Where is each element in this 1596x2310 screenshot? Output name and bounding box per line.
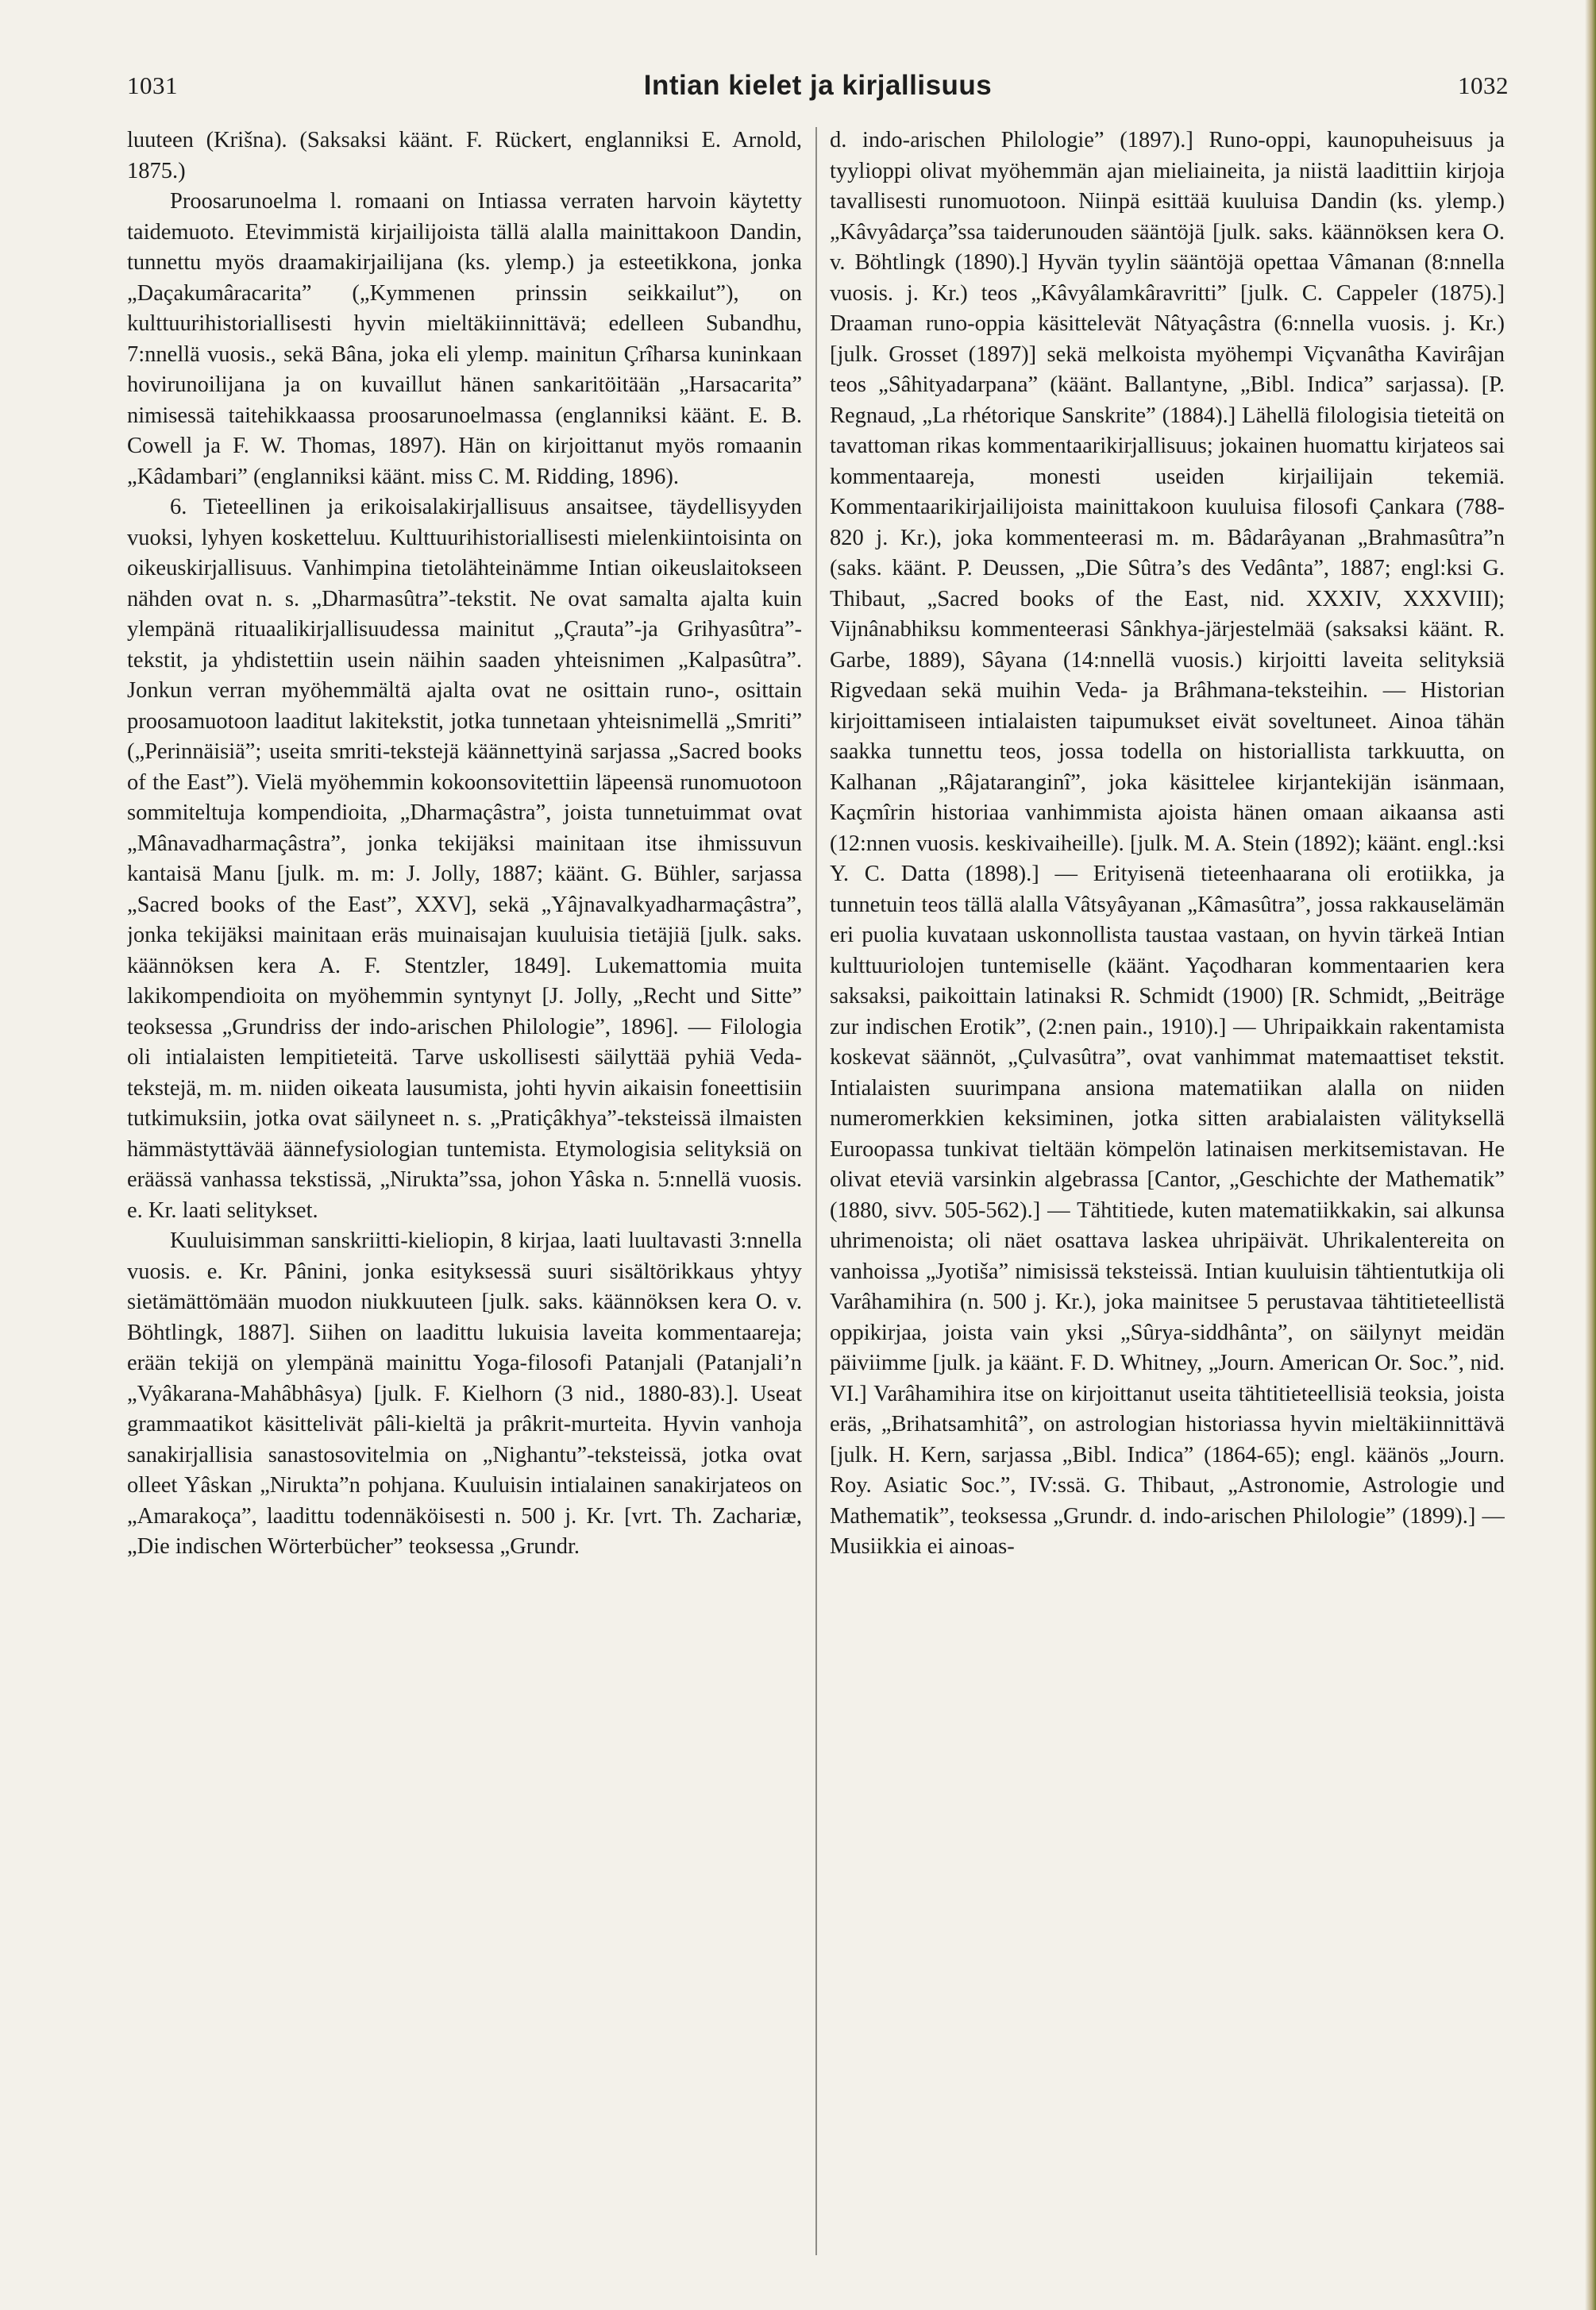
- paragraph: luuteen (Krišna). (Saksaksi käänt. F. Rückert, englanniksi E. Arnold, 1875.): [127, 128, 802, 183]
- paragraph: d. indo-arischen Philologie” (1897).] Runo-oppi, kaunopuheisuus ja tyylioppi olivat myöhemmän ajan mieliaineita, ja niistä laadittiin kirjoja tavallisesti runomuotoon. Niinpä esittää kuuluisa Dandin (ks. ylemp.) „Kâvyâdarça”ssa taiderunouden sääntöjä [julk. saks. käännöksen kera O. v. Böhtlingk (1890).] Hyvän tyylin sääntöjä opettaa Vâmanan (8:nnella vuosis. j. Kr.) teos „Kâvyâlamkâravritti” [julk. C. Cappeler (1875).] Draaman runo-oppia käsittelevät Nâtyaçâstra (6:nnella vuosis. j. Kr.) [julk. Grosset (1897)] sekä melkoista myöhempi Viçvanâtha Kavirâjan teos „Sâhityadarpana” (käänt. Ballantyne, „Bibl. Indica” sarjassa). [P. Regnaud, „La rhétorique Sanskrite” (1884).] Lähellä filologisia tieteitä on tavattoman rikas kommentaarikirjallisuus; jokainen huomattu kirjateos sai kommentaareja, monesti useiden kirjailijain tekemiä. Kommentaarikirjailijoista mainittakoon kuuluisa filosofi Çankara (788-820 j. Kr.), joka kommenteerasi m. m. Bâdarâyanan „Brahmasûtra”n (saks. käänt. P. Deussen, „Die Sûtra’s des Vedânta”, 1887; engl:ksi G. Thibaut, „Sacred books of the East, nid. XXXIV, XXXVIII); Vijnânabhiksu kommenteerasi Sânkhya-järjestelmää (saksaksi käänt. R. Garbe, 1889), Sâyana (14:nnellä vuosis.) kirjoitti laveita selityksiä Rigvedaan sekä muihin Veda- ja Brâhmana-teksteihin. — Historian kirjoittamiseen intialaisten taipumukset eivät soveltuneet. Ainoa tähän saakka tunnettu teos, jossa todella on historiallista tarkkuutta, on Kalhanan „Râjataranginî”, joka käsittelee kirjantekijän isänmaan, Kaçmîrin historiaa vanhimmista ajoista hänen omaan aikaansa asti (12:nnen vuosis. keskivaiheille). [julk. M. A. Stein (1892); käänt. engl.:ksi Y. C. Datta (1898).] — Erityisenä tieteenhaarana oli erotiikka, ja tunnetuin teos tällä alalla Vâtsyâyanan „Kâmasûtra”, jossa rakkauselämän eri puolia kuvataan uskonnollista taustaa vastaan, on hyvin tärkeä Intian kulttuuriolojen tuntemiselle (käänt. Yaçodharan kommentaarien kera saksaksi, paikoittain latinaksi R. Schmidt (1900) [R. Schmidt, „Beiträge zur indischen Erotik”, (2:nen pain., 1910).] — Uhripaikkain rakentamista koskevat säännöt, „Çulvasûtra”, ovat vanhimmat matemaattiset tekstit. Intialaisten suurimpana ansiona matematiikan alalla on niiden numeromerkkien keksiminen, jotka sitten arabialaisten välityksellä Euroopassa tunkivat tieltään kömpelön latinaisen merkitsemistavan. He olivat eteviä varsinkin algebrassa [Cantor, „Geschichte der Mathematik” (1880, sivv. 505-562).] — Tähtitiede, kuten matematiikkakin, sai alkunsa uhrimenoista; oli näet osattava laskea uhripäivät. Uhrikalentereita on vanhoissa „Jyotiša” nimisissä teksteissä. Intian kuuluisin tähtientutkija oli Varâhamihira (n. 500 j. Kr.), joka mainitsee 5 perustavaa tähtitieteellistä oppikirjaa, joista vain yksi „Sûrya-siddhânta”, on säilynyt meidän päiviimme [julk. ja käänt. F. D. Whitney, „Journ. American Or. Soc.”, nid. VI.] Varâhamihira itse on kirjoittanut useita tähtitieteellisiä teoksia, joista eräs, „Brihatsamhitâ”, on astrologian historiassa hyvin mieltäkiinnittävä [julk. H. Kern, sarjassa „Bibl. Indica” (1864-65); engl. käänös „Journ. Roy. Asiatic Soc.”, IV:ssä. G. Thibaut, „Astronomie, Astrologie und Mathematik”, teoksessa „Grundr. d. indo-arischen Philologie” (1899).] — Musiikkia ei ainoas-: [830, 128, 1505, 1559]
- right-column: [830, 125, 1505, 2254]
- paragraph: Kuuluisimman sanskriitti-kieliopin, 8 kirjaa, laati luultavasti 3:nnella vuosis. e. Kr. Pânini, jonka esityksessä suuri sisältörikkaus yhtyy sietämättömään muodon niukkuuteen [julk. saks. käännöksen kera O. v. Böhtlingk, 1887]. Siihen on laadittu lukuisia laveita kommentaareja; erään tekijä on ylempänä mainittu Yoga-filosofi Patanjali (Patanjali’n „Vyâkarana-Mahâbhâsya) [julk. F. Kielhorn (3 nid., 1880-83).]. Useat grammaatikot käsittelivät pâli-kieltä ja prâkrit-murteita. Hyvin vanhoja sanakirjallisia sanastosovitelmia on „Nighantu”-teksteissä, jotka ovat olleet Yâskan „Nirukta”n pohjana. Kuuluisin intialainen sanakirjateos on „Amarakoça”, laadittu todennäköisesti n. 500 j. Kr. [vrt. Th. Zachariæ, „Die indischen Wörterbücher” teoksessa „Grundr.: [127, 1228, 802, 1559]
- paragraph: 6. Tieteellinen ja erikoisalakirjallisuus ansaitsee, täydellisyyden vuoksi, lyhyen kosketteluu. Kulttuurihistoriallisesti mielenkiintoisinta on oikeuskirjallisuus. Vanhimpina tietolähteinämme Intian oikeuslaitokseen nähden ovat n. s. „Dharmasûtra”-tekstit. Ne ovat samalta ajalta kuin ylempänä rituaalikirjallisuudessa mainitut „Çrauta”-ja Grihyasûtra”-tekstit, ja yhdistettiin usein näihin saaden yhteisnimen „Kalpasûtra”. Jonkun verran myöhemmältä ajalta ovat ne osittain runo-, osittain proosamuotoon laaditut lakitekstit, jotka tunnetaan yhteisnimellä „Smriti” („Perinnäisiä”; useita smriti-tekstejä käännettyinä sarjassa „Sacred books of the East”). Vielä myöhemmin kokoonsovitettiin läpeensä runomuotoon sommiteltuja kompendioita, „Dharmaçâstra”, joista tunnetuimmat ovat „Mânavadharmaçâstra”, jonka tekijäksi mainitaan itse ihmissuvun kantaisä Manu [julk. m. m: J. Jolly, 1887; käänt. G. Bühler, sarjassa „Sacred books of the East”, XXV], sekä „Yâjnavalkyadharmaçâstra”, jonka tekijäksi mainitaan eräs muinaisajan kuuluisia tietäjiä [julk. saks. käännöksen kera A. F. Stentzler, 1849]. Lukemattomia muita lakikompendioita on myöhemmin syntynyt [J. Jolly, „Recht und Sitte” teoksessa „Grundriss der indo-arischen Philologie”, 1896]. — Filologia oli intialaisten lempitieteitä. Tarve uskollisesti säilyttää pyhiä Veda-tekstejä, m. m. niiden oikeata lausumista, johti hyvin aikaisin foneettisiin tutkimuksiin, jotka ovat säilyneet n. s. „Pratiçâkhya”-teksteissä ilmaisten hämmästyttävää äännefysiologian tuntemista. Etymologisia selityksiä on eräässä vanhassa tekstissä, „Nirukta”ssa, johon Yâska n. 5:nnellä vuosis. e. Kr. laati selitykset.: [127, 495, 802, 1223]
- column-divider: [815, 127, 817, 2255]
- page-number-left: 1031: [127, 71, 178, 99]
- page-number-right: 1032: [1458, 71, 1509, 99]
- paragraph: Proosarunoelma l. romaani on Intiassa verraten harvoin käytetty taidemuoto. Etevimmistä kirjailijoista tällä alalla mainittakoon Dandin, tunnettu myös draamakirjailijana (ks. ylemp.) ja esteetikkona, jonka „Daçakumâracarita” („Kymmenen prinssin seikkailut”), on kulttuurihistoriallisesti hyvin mieltäkiinnittävä; edelleen Subandhu, 7:nnellä vuosis., sekä Bâna, joka eli ylemp. mainitun Çrîharsa kuninkaan hovirunoilijana ja on kuvaillut hänen sankaritöitään „Harsacarita” nimisessä taitehikkaassa proosarunoelmassa (englanniksi käänt. E. B. Cowell ja F. W. Thomas, 1897). Hän on kirjoittanut myös romaanin „Kâdambari” (englanniksi käänt. miss C. M. Ridding, 1896).: [127, 189, 802, 489]
- page-edge: [1585, 0, 1596, 2310]
- running-title: Intian kielet ja kirjallisuus: [643, 70, 993, 101]
- left-column: [127, 125, 802, 2254]
- page-header: [127, 62, 1509, 110]
